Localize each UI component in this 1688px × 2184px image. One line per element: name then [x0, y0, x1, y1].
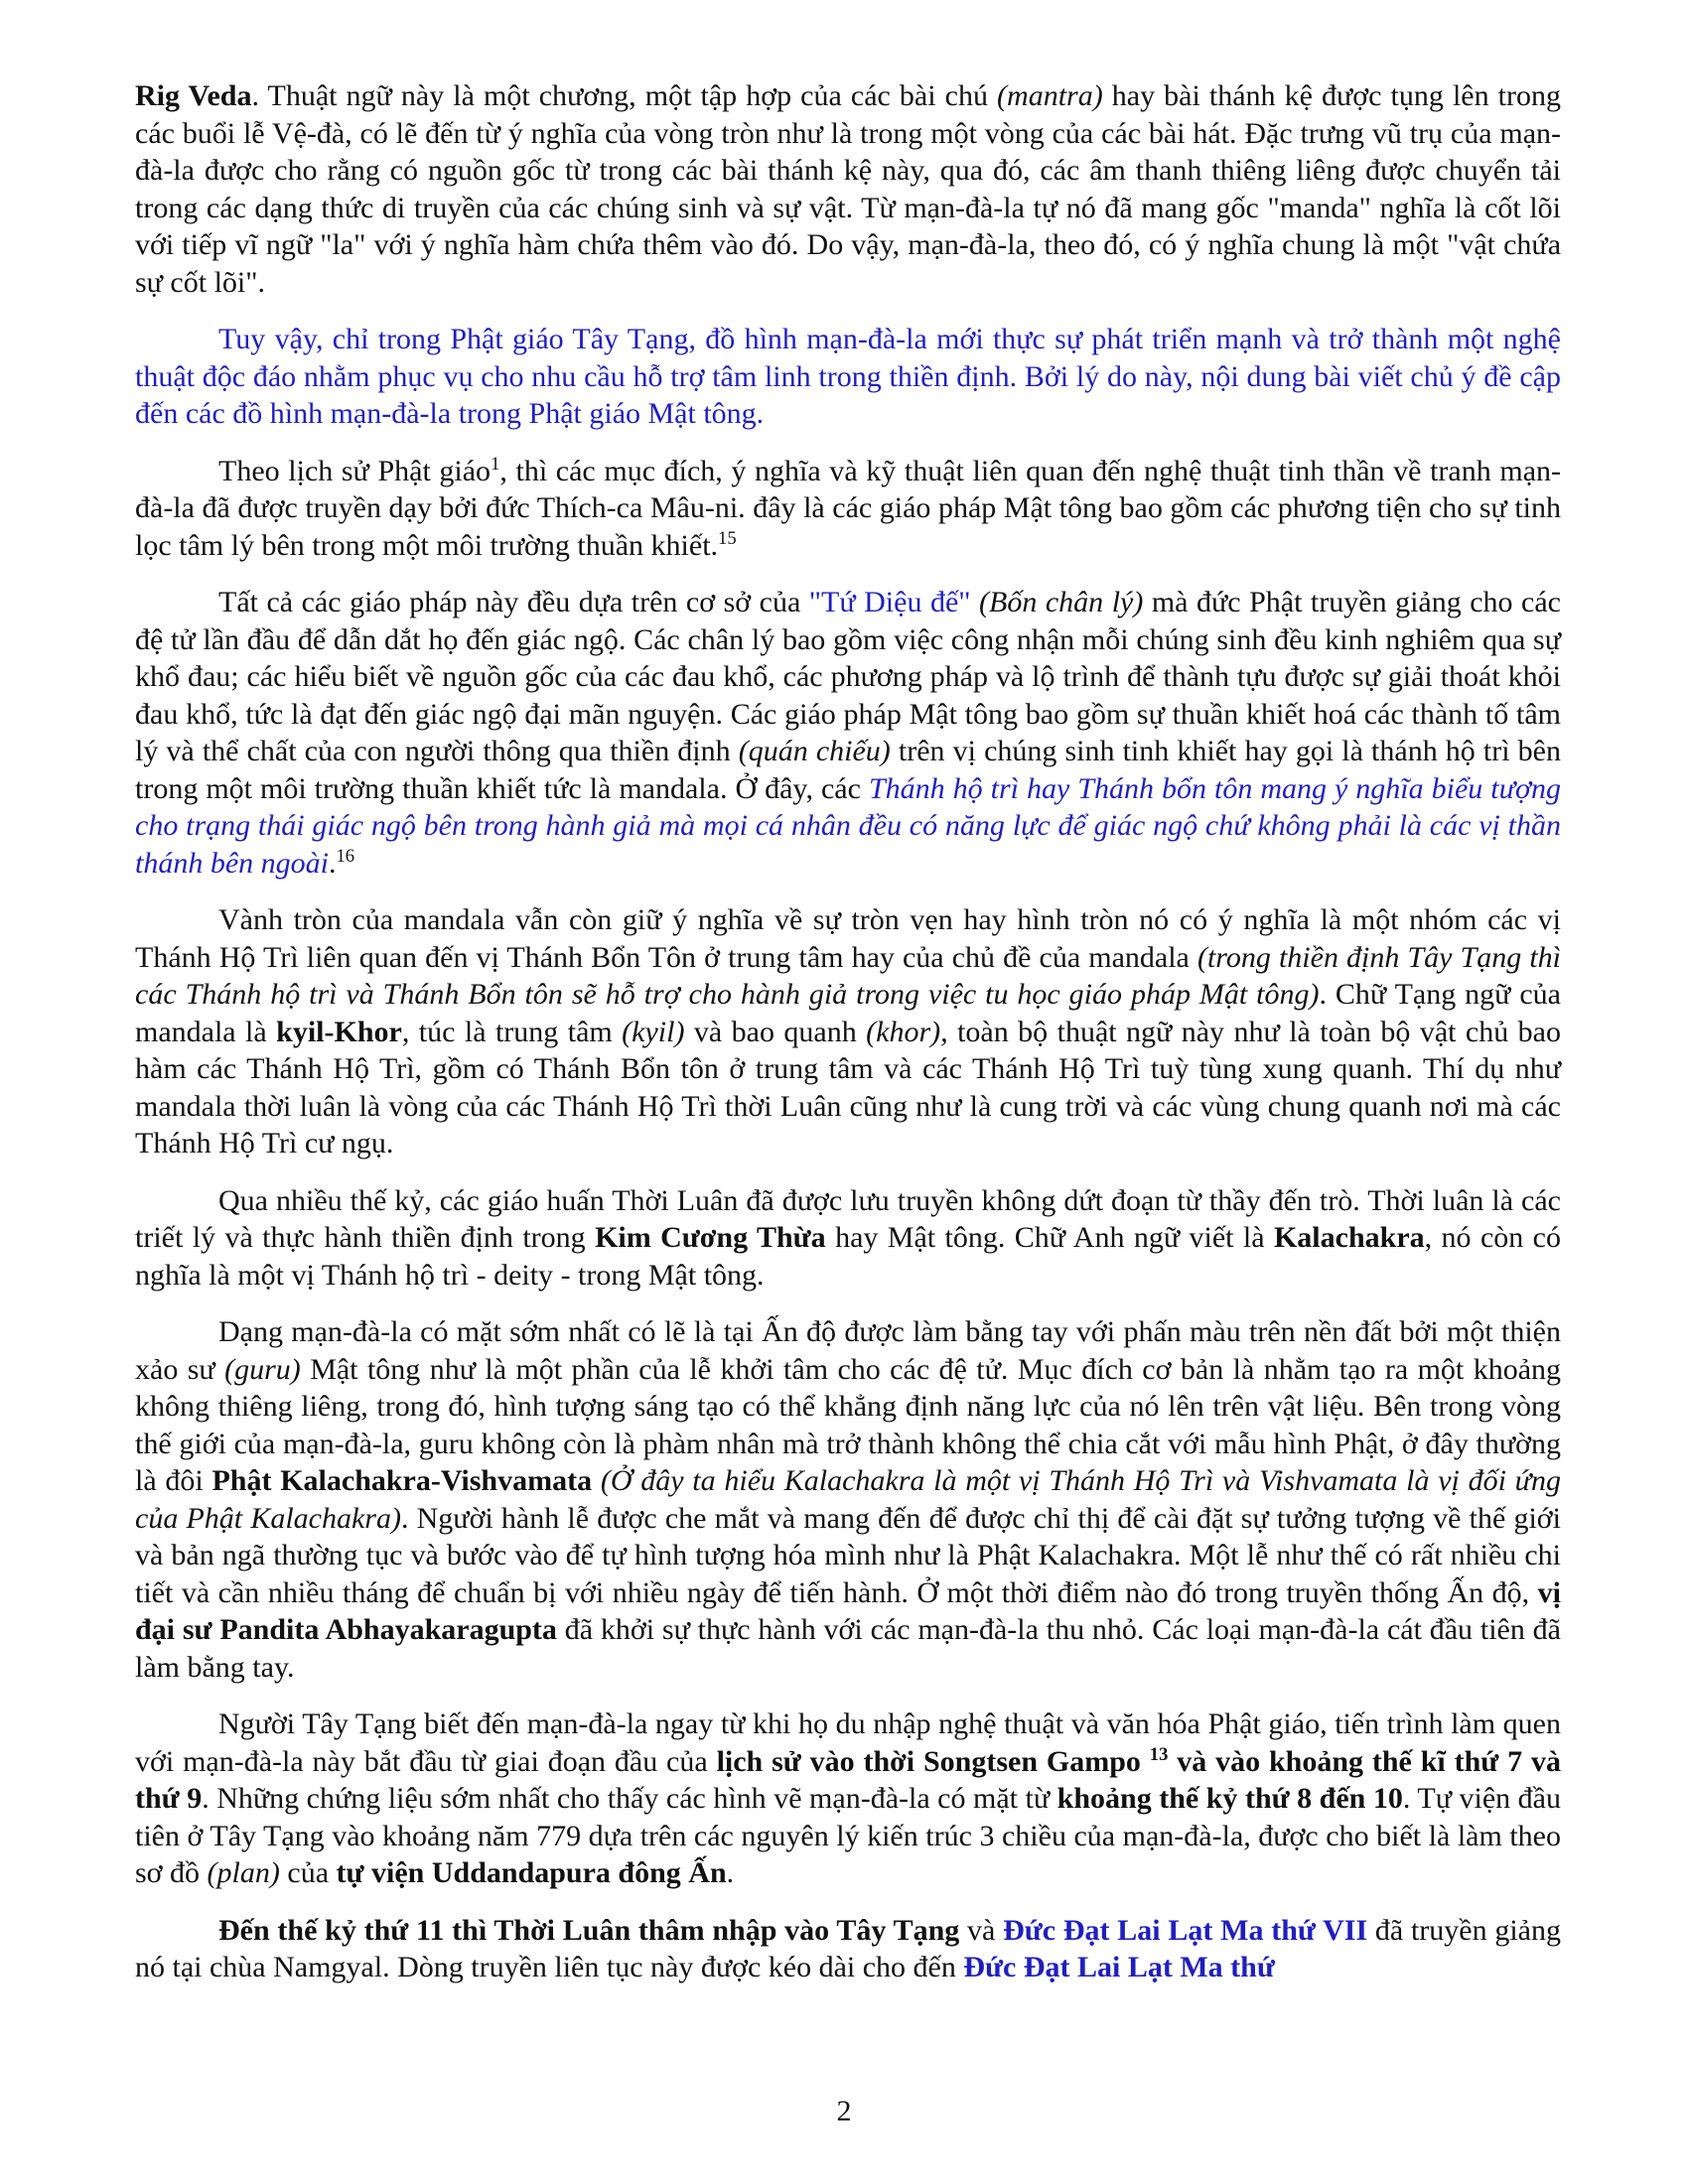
text-run: , thì các mục đích, ý nghĩa và kỹ thuật liên quan đến nghệ thuật tinh thần về tranh mạn-đà-la đã được truyền dạy bởi đức Thích-ca Mâu-ni. đây là các giáo pháp Mật tông bao gồm các phương tiện cho sự tinh lọc tâm lý bên trong một môi trường thuần khiết. [135, 454, 1562, 562]
paragraph [135, 1313, 1561, 1686]
paragraph [135, 1182, 1561, 1295]
text-run: . [329, 846, 337, 880]
styled-text: (khor), [866, 1015, 948, 1048]
text-run: hay bài thánh kệ được tụng lên trong các buổi lễ Vệ-đà, có lẽ đến từ ý nghĩa của vòng tròn như là trong một vòng của các bài hát. Đặc trưng vũ trụ của mạn-đà-la được cho rằng có nguồn gốc từ trong các bài thánh kệ này, qua đó, các âm thanh thiêng liêng được chuyển tải trong các dạng thức di truyền của các chúng sinh và sự vật. Từ mạn-đà-la tự nó đã mang gốc [135, 79, 1562, 224]
footnote-ref: 1 [491, 453, 500, 475]
document-body [135, 77, 1561, 2006]
styled-text: (kyil) [622, 1015, 685, 1048]
styled-text: Tuy vậy, chỉ trong Phật giáo Tây Tạng, đồ hình mạn-đà-la mới thực sự phát triển mạnh và trở thành một nghệ thuật độc đáo nhằm phục vụ cho nhu cầu hỗ trợ tâm linh trong thiền định. Bởi lý do này, nội dung bài viết chủ ý đề cập đến các đồ hình mạn-đà-la trong Phật giáo Mật tông. [135, 323, 1561, 430]
styled-text: (quán chiếu) [738, 735, 891, 767]
paragraph [135, 321, 1561, 433]
text-run: - trong Mật tông. [553, 1258, 765, 1292]
text-run: , túc là trung tâm [401, 1015, 623, 1048]
text-run [1141, 1745, 1150, 1778]
styled-text: và vào khoảng thế kĩ thứ 7 và thứ 9 [135, 1744, 1562, 1815]
text-run: nghĩa là cốt lõi với tiếp vĩ ngữ [135, 191, 1561, 261]
text-run: . Thuật ngữ này là một chương, một tập hợp của các bài chú [251, 79, 998, 112]
styled-text: lịch sử vào thời Songtsen Gampo [716, 1744, 1141, 1778]
styled-text: Kim Cương Thừa [595, 1221, 826, 1254]
paragraph [135, 901, 1561, 1162]
text-run [971, 586, 980, 618]
styled-text: (Bốn chân lý) [979, 586, 1144, 618]
page-number: 2 [836, 2095, 852, 2127]
styled-text: Thánh hộ trì hay Thánh bổn tôn mang ý nghĩa biểu tượng cho trạng thái giác ngộ bên trong hành giả mà mọi cá nhân đều có năng lực để giác ngộ chứ không phải là các vị thần thánh bên ngoài [135, 771, 1561, 880]
styled-text: "Tứ Diệu đế" [808, 586, 971, 618]
text-run: Qua nhiều thế kỷ, các giáo huấn Thời Luân đã được lưu truyền không dứt đoạn từ thầy đến trò. Thời luân là các triết lý và thực hành thiền định trong [135, 1183, 1561, 1254]
styled-text: "manda" [1267, 191, 1371, 224]
styled-text: Đức Đạt Lai Lạt Ma thứ VII [1003, 1913, 1368, 1947]
styled-text: tự viện Uddandapura đông Ấn [336, 1856, 727, 1889]
text-run: Dạng mạn-đà-la có mặt sớm nhất có lẽ là tại Ấn độ được làm bằng tay với phấn màu trên nền đất bởi một thiện xảo sư [135, 1315, 1561, 1386]
paragraph [135, 1912, 1561, 1986]
styled-text: deity [493, 1258, 554, 1292]
text-run: . Tự viện đầu tiên ở Tây Tạng vào khoảng năm 779 dựa trên các nguyên lý kiến trúc 3 chiều của mạn-đà-la, được cho biết là làm theo sơ đồ [135, 1782, 1561, 1889]
styled-text: Rig Veda [135, 79, 252, 112]
text-run: mà đức Phật truyền giảng cho các đệ tử lần đầu để dẫn dắt họ đến giác ngộ. Các chân lý bao gồm việc công nhận mỗi chúng sinh đều kinh nghiêm qua sự khổ đau; các hiểu biết về nguồn gốc của các đau khổ, các phương pháp và lộ trình để thành tựu được sự giải thoát khỏi đau khổ, tức là đạt đến giác ngộ đại mãn nguyện. Các giáo pháp Mật tông bao gồm sự thuần khiết hoá các thành tố tâm lý và thể chất của con người thông qua thiền định [135, 586, 1562, 767]
styled-text: "vật chứa sự cốt lõi" [135, 228, 1562, 299]
footnote-ref: 15 [718, 527, 737, 549]
text-run: toàn bộ thuật ngữ này như là toàn bộ vật chủ bao hàm các Thánh Hộ Trì, gồm có Thánh Bổn tôn ở trung tâm và các Thánh Hộ Trì tuỳ tùng xung quanh. Thí dụ như mandala thời luân là vòng của các Thánh Hộ Trì thời Luân cũng như là cung trời và các vùng chung quanh nơi mà các Thánh Hộ Trì cư ngụ. [135, 1015, 1561, 1160]
text-run: Mật tông như là một phần của lễ khởi tâm cho các đệ tử. Mục đích cơ bản là nhằm tạo ra một khoảng không thiêng liêng, trong đó, hình tượng sáng tạo có thể khẳng định năng lực của nó lên trên vật liệu. Bên trong vòng thế giới của mạn-đà-la, guru không còn là phàm nhân mà trở thành không thể chia cắt với mẫu hình Phật, ở đây thường là đôi [135, 1352, 1562, 1497]
paragraph [135, 77, 1561, 301]
text-run: đã truyền giảng nó tại chùa Namgyal. Dòng truyền liên tục này được kéo dài cho đến [135, 1913, 1562, 1983]
text-run: Theo lịch sử Phật giáo [218, 454, 492, 487]
text-run: Tất cả các giáo pháp này đều dựa trên cơ sở của [218, 586, 809, 618]
text-run: Vành tròn của mandala vẫn còn giữ ý nghĩa về sự tròn vẹn hay hình tròn nó có ý nghĩa là một nhóm các vị Thánh Hộ Trì liên quan đến vị Thánh Bổn Tôn ở trung tâm hay của chủ đề của mandala [135, 903, 1561, 974]
styled-text: vị đại sư Pandita Abhayakaragupta [135, 1575, 1561, 1646]
text-run: . Người hành lễ được che mắt và mang đến để được chỉ thị để cài đặt sự tưởng tượng về thế giới và bản ngã thường tục và bước vào để tự hình tượng hóa mình như là Phật Kalachakra. Một lễ như thế có rất nhiều chi tiết và cần nhiều tháng để chuẩn bị với nhiều ngày để tiến hành. Ở một thời điểm nào đó trong truyền thống Ấn độ, [135, 1501, 1561, 1609]
footnote-ref: 13 [1149, 1743, 1169, 1765]
styled-text: Đến thế kỷ thứ 11 thì Thời Luân thâm nhập vào Tây Tạng [218, 1913, 960, 1947]
paragraph [135, 1706, 1561, 1892]
text-run: . Những chứng liệu sớm nhất cho thấy các hình vẽ mạn-đà-la có mặt từ [202, 1782, 1057, 1815]
text-run: đã khởi sự thực hành với các mạn-đà-la thu nhỏ. Các loại mạn-đà-la cát đầu tiên đã làm bằng tay. [135, 1613, 1561, 1684]
text-run: hay Mật tông. Chữ Anh ngữ viết là [825, 1221, 1274, 1254]
styled-text: "la" [320, 228, 366, 261]
styled-text: Phật Kalachakra-Vishvamata [211, 1464, 593, 1497]
styled-text: khoảng thế kỷ thứ 8 đến 10 [1056, 1782, 1403, 1815]
footnote-ref: 16 [336, 845, 355, 867]
text-run: , nó còn có nghĩa là một vị Thánh hộ trì - [135, 1221, 1561, 1292]
styled-text: (trong thiền định Tây Tạng thì các Thánh hộ trì và Thánh Bổn tôn sẽ hỗ trợ cho hành giả trong việc tu học giáo pháp Mật tông) [135, 940, 1562, 1011]
text-run: trên vị chúng sinh tinh khiết hay gọi là thánh hộ trì bên trong một môi trường thuần khiết tức là mandala. Ở đây, các [135, 735, 1561, 805]
text-run: . [257, 265, 266, 299]
text-run: và [959, 1913, 1004, 1947]
styled-text: (Ở đây ta hiểu Kalachakra là một vị Thánh Hộ Trì và Vishvamata là vị đối ứng của Phật Kalachakra) [135, 1464, 1562, 1535]
text-run: . [726, 1856, 735, 1889]
styled-text: (mantra) [997, 79, 1103, 112]
paragraph [135, 584, 1561, 882]
styled-text: (guru) [224, 1352, 301, 1386]
text-run: . Chữ Tạng ngữ của mandala là [135, 978, 1561, 1048]
text-run: của [279, 1856, 337, 1889]
text-run: Người Tây Tạng biết đến mạn-đà-la ngay từ khi họ du nhập nghệ thuật và văn hóa Phật giáo, tiến trình làm quen với mạn-đà-la này bắt đầu từ giai đoạn đầu của [135, 1707, 1561, 1778]
styled-text: Kalachakra [1273, 1221, 1425, 1254]
styled-text: kyil-Khor [276, 1015, 402, 1048]
styled-text: Đức Đạt Lai Lạt Ma thứ [963, 1951, 1275, 1983]
text-run: và bao quanh [684, 1015, 867, 1048]
text-run: với ý nghĩa hàm chứa thêm vào đó. Do vậy, mạn-đà-la, theo đó, có ý nghĩa chung là một [365, 228, 1448, 261]
styled-text: (plan) [207, 1856, 280, 1889]
text-run [592, 1464, 601, 1497]
paragraph [135, 453, 1561, 565]
